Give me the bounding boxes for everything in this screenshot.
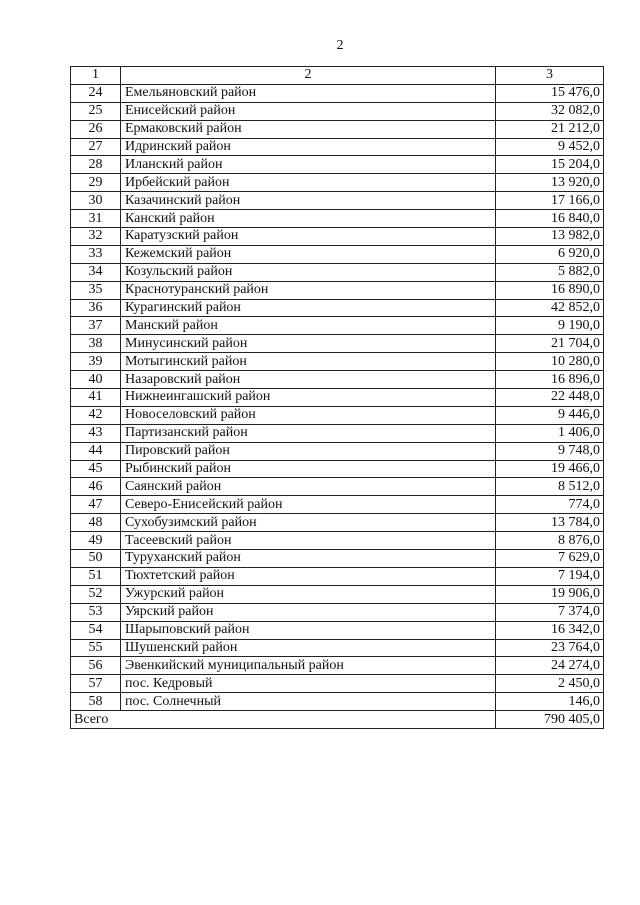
table-row xyxy=(71,514,604,532)
row-value-cell: 24 274,0 xyxy=(496,657,604,675)
row-value-cell: 6 920,0 xyxy=(496,245,604,263)
row-name-cell: Кежемский район xyxy=(121,245,496,263)
row-number-cell: 49 xyxy=(71,532,121,550)
row-number-cell: 47 xyxy=(71,496,121,514)
row-value-cell: 10 280,0 xyxy=(496,353,604,371)
table-row xyxy=(71,174,604,192)
table-row xyxy=(71,317,604,335)
table-row xyxy=(71,621,604,639)
row-name-cell: Шарыповский район xyxy=(121,621,496,639)
row-name-cell: Канский район xyxy=(121,210,496,228)
row-name-cell: Сухобузимский район xyxy=(121,514,496,532)
row-number-cell: 58 xyxy=(71,693,121,711)
row-value-cell: 13 784,0 xyxy=(496,514,604,532)
row-name-cell: Каратузский район xyxy=(121,228,496,246)
row-name-cell: Курагинский район xyxy=(121,299,496,317)
table-body xyxy=(71,67,604,729)
row-number-cell: 36 xyxy=(71,299,121,317)
row-value-cell: 32 082,0 xyxy=(496,102,604,120)
table-row xyxy=(71,424,604,442)
table-row xyxy=(71,532,604,550)
header-cell-name: 2 xyxy=(121,67,496,85)
row-number-cell: 56 xyxy=(71,657,121,675)
header-cell-value: 3 xyxy=(496,67,604,85)
row-value-cell: 9 452,0 xyxy=(496,138,604,156)
table-row xyxy=(71,406,604,424)
row-number-cell: 51 xyxy=(71,567,121,585)
table-row xyxy=(71,228,604,246)
row-name-cell: Новоселовский район xyxy=(121,406,496,424)
table-row xyxy=(71,245,604,263)
row-name-cell: Северо-Енисейский район xyxy=(121,496,496,514)
row-number-cell: 41 xyxy=(71,389,121,407)
row-name-cell: Тасеевский район xyxy=(121,532,496,550)
row-value-cell: 15 204,0 xyxy=(496,156,604,174)
table-row xyxy=(71,460,604,478)
row-value-cell: 22 448,0 xyxy=(496,389,604,407)
table-row xyxy=(71,281,604,299)
table-row xyxy=(71,353,604,371)
row-value-cell: 9 190,0 xyxy=(496,317,604,335)
row-number-cell: 35 xyxy=(71,281,121,299)
row-value-cell: 16 896,0 xyxy=(496,371,604,389)
table-total-row xyxy=(71,711,604,729)
table-row xyxy=(71,567,604,585)
row-number-cell: 43 xyxy=(71,424,121,442)
row-name-cell: Саянский район xyxy=(121,478,496,496)
table-row xyxy=(71,335,604,353)
row-name-cell: Эвенкийский муниципальный район xyxy=(121,657,496,675)
row-value-cell: 19 906,0 xyxy=(496,585,604,603)
row-number-cell: 40 xyxy=(71,371,121,389)
row-name-cell: Минусинский район xyxy=(121,335,496,353)
table-row xyxy=(71,496,604,514)
table-row xyxy=(71,156,604,174)
row-number-cell: 52 xyxy=(71,585,121,603)
row-number-cell: 42 xyxy=(71,406,121,424)
row-number-cell: 46 xyxy=(71,478,121,496)
row-name-cell: Уярский район xyxy=(121,603,496,621)
row-name-cell: пос. Кедровый xyxy=(121,675,496,693)
row-name-cell: Идринский район xyxy=(121,138,496,156)
row-number-cell: 38 xyxy=(71,335,121,353)
table-row xyxy=(71,389,604,407)
table-row xyxy=(71,603,604,621)
table-row xyxy=(71,263,604,281)
row-number-cell: 27 xyxy=(71,138,121,156)
row-value-cell: 8 512,0 xyxy=(496,478,604,496)
row-number-cell: 57 xyxy=(71,675,121,693)
row-name-cell: Иланский район xyxy=(121,156,496,174)
table-row xyxy=(71,639,604,657)
row-name-cell: Туруханский район xyxy=(121,550,496,568)
table-row xyxy=(71,192,604,210)
table-row xyxy=(71,657,604,675)
row-name-cell: Казачинский район xyxy=(121,192,496,210)
row-name-cell: Шушенский район xyxy=(121,639,496,657)
row-value-cell: 21 212,0 xyxy=(496,120,604,138)
row-number-cell: 30 xyxy=(71,192,121,210)
row-name-cell: Партизанский район xyxy=(121,424,496,442)
row-number-cell: 31 xyxy=(71,210,121,228)
row-value-cell: 774,0 xyxy=(496,496,604,514)
row-name-cell: Мотыгинский район xyxy=(121,353,496,371)
table-row xyxy=(71,371,604,389)
row-number-cell: 33 xyxy=(71,245,121,263)
row-value-cell: 7 374,0 xyxy=(496,603,604,621)
row-number-cell: 54 xyxy=(71,621,121,639)
row-name-cell: Пировский район xyxy=(121,442,496,460)
table-header-row xyxy=(71,67,604,85)
table-row xyxy=(71,693,604,711)
row-number-cell: 32 xyxy=(71,228,121,246)
row-name-cell: Енисейский район xyxy=(121,102,496,120)
row-value-cell: 23 764,0 xyxy=(496,639,604,657)
row-name-cell: Назаровский район xyxy=(121,371,496,389)
row-number-cell: 24 xyxy=(71,84,121,102)
row-value-cell: 7 194,0 xyxy=(496,567,604,585)
row-name-cell: Ермаковский район xyxy=(121,120,496,138)
table-row xyxy=(71,102,604,120)
row-value-cell: 146,0 xyxy=(496,693,604,711)
total-value: 790 405,0 xyxy=(496,711,604,729)
table-row xyxy=(71,210,604,228)
row-number-cell: 53 xyxy=(71,603,121,621)
row-name-cell: Рыбинский район xyxy=(121,460,496,478)
row-number-cell: 45 xyxy=(71,460,121,478)
row-value-cell: 9 446,0 xyxy=(496,406,604,424)
row-name-cell: Ужурский район xyxy=(121,585,496,603)
row-value-cell: 7 629,0 xyxy=(496,550,604,568)
allocation-table xyxy=(70,66,604,729)
table-row xyxy=(71,84,604,102)
row-name-cell: Емельяновский район xyxy=(121,84,496,102)
row-value-cell: 21 704,0 xyxy=(496,335,604,353)
table-row xyxy=(71,478,604,496)
row-name-cell: Тюхтетский район xyxy=(121,567,496,585)
row-number-cell: 44 xyxy=(71,442,121,460)
row-name-cell: Козульский район xyxy=(121,263,496,281)
row-number-cell: 48 xyxy=(71,514,121,532)
row-number-cell: 39 xyxy=(71,353,121,371)
row-value-cell: 42 852,0 xyxy=(496,299,604,317)
allocation-table-container xyxy=(70,66,603,729)
row-value-cell: 1 406,0 xyxy=(496,424,604,442)
table-row xyxy=(71,585,604,603)
row-name-cell: Краснотуранский район xyxy=(121,281,496,299)
total-label: Всего xyxy=(71,711,496,729)
table-row xyxy=(71,550,604,568)
table-row xyxy=(71,299,604,317)
row-name-cell: Манский район xyxy=(121,317,496,335)
table-row xyxy=(71,442,604,460)
row-number-cell: 28 xyxy=(71,156,121,174)
header-cell-number: 1 xyxy=(71,67,121,85)
row-number-cell: 37 xyxy=(71,317,121,335)
table-row xyxy=(71,675,604,693)
row-value-cell: 15 476,0 xyxy=(496,84,604,102)
row-number-cell: 55 xyxy=(71,639,121,657)
table-row xyxy=(71,138,604,156)
row-number-cell: 26 xyxy=(71,120,121,138)
row-name-cell: пос. Солнечный xyxy=(121,693,496,711)
row-name-cell: Ирбейский район xyxy=(121,174,496,192)
row-value-cell: 16 840,0 xyxy=(496,210,604,228)
row-value-cell: 13 982,0 xyxy=(496,228,604,246)
table-row xyxy=(71,120,604,138)
row-value-cell: 2 450,0 xyxy=(496,675,604,693)
row-value-cell: 17 166,0 xyxy=(496,192,604,210)
row-name-cell: Нижнеингашский район xyxy=(121,389,496,407)
page-number: 2 xyxy=(336,38,344,53)
row-value-cell: 9 748,0 xyxy=(496,442,604,460)
row-value-cell: 16 890,0 xyxy=(496,281,604,299)
row-value-cell: 8 876,0 xyxy=(496,532,604,550)
row-value-cell: 5 882,0 xyxy=(496,263,604,281)
row-value-cell: 16 342,0 xyxy=(496,621,604,639)
row-value-cell: 13 920,0 xyxy=(496,174,604,192)
row-value-cell: 19 466,0 xyxy=(496,460,604,478)
row-number-cell: 29 xyxy=(71,174,121,192)
row-number-cell: 50 xyxy=(71,550,121,568)
row-number-cell: 34 xyxy=(71,263,121,281)
row-number-cell: 25 xyxy=(71,102,121,120)
